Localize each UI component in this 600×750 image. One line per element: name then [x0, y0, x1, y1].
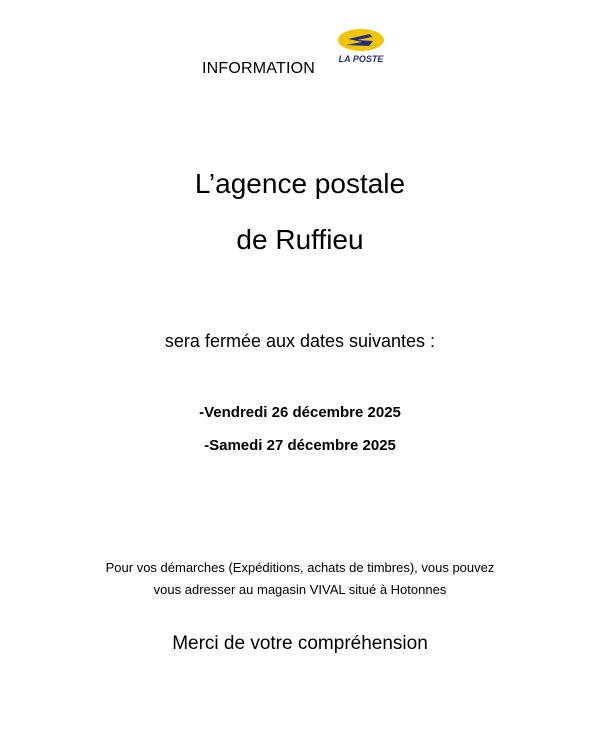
la-poste-logo-icon	[326, 26, 396, 66]
info-line-2: vous adresser au magasin VIVAL situé à Hotonnes	[153, 582, 447, 597]
closure-date-1: -Vendredi 26 décembre 2025	[199, 404, 401, 421]
closure-date-2: -Samedi 27 décembre 2025	[204, 437, 396, 454]
header-label: INFORMATION	[202, 60, 316, 77]
info-line-1: Pour vos démarches (Expéditions, achats de timbres), vous pouvez	[105, 560, 495, 575]
logo-text: LA POSTE	[338, 54, 384, 64]
la-poste-logo	[326, 26, 396, 66]
title-line-2: de Ruffieu	[236, 224, 364, 255]
title-line-1: L’agence postale	[194, 168, 406, 199]
closure-subtitle: sera fermée aux dates suivantes :	[164, 331, 436, 351]
thanks-message: Merci de votre compréhension	[172, 633, 428, 654]
